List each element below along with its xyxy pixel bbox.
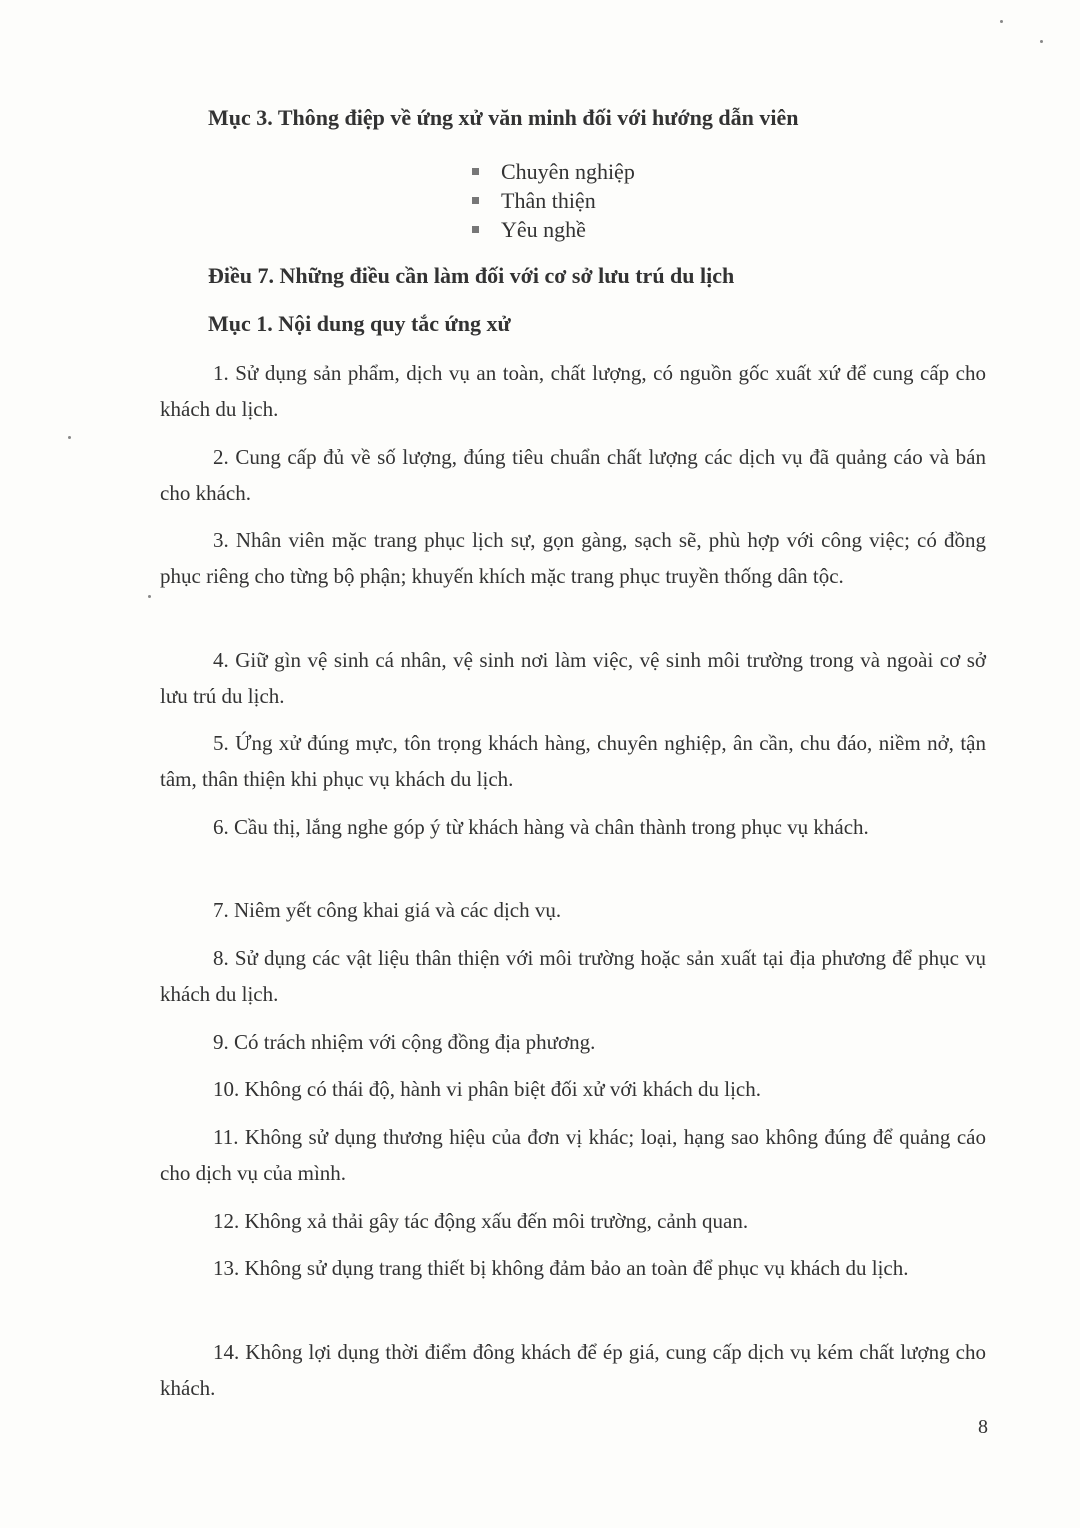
item-1: 1. Sử dụng sản phẩm, dịch vụ an toàn, chất lượng, có nguồn gốc xuất xứ để cung cấp cho khách du lịch. — [160, 361, 986, 421]
bullet-icon — [472, 168, 479, 175]
section3-bullet-list — [470, 157, 635, 244]
item-14: 14. Không lợi dụng thời điểm đông khách để ép giá, cung cấp dịch vụ kém chất lượng cho khách. — [160, 1340, 986, 1400]
item-2: 2. Cung cấp đủ về số lượng, đúng tiêu chuẩn chất lượng các dịch vụ đã quảng cáo và bán cho khách. — [160, 445, 986, 505]
item-12: 12. Không xả thải gây tác động xấu đến môi trường, cảnh quan. — [213, 1209, 749, 1233]
page-number: 8 — [978, 1416, 988, 1438]
list-item: Chuyên nghiệp — [470, 157, 635, 186]
item-5: 5. Ứng xử đúng mực, tôn trọng khách hàng, chuyên nghiệp, ân cần, chu đáo, niềm nở, tận tâm, thân thiện khi phục vụ khách du lịch. — [160, 731, 986, 791]
item-13: 13. Không sử dụng trang thiết bị không đảm bảo an toàn để phục vụ khách du lịch. — [213, 1256, 909, 1280]
scan-speck — [1040, 40, 1043, 43]
bullet-icon — [472, 197, 479, 204]
item-10: 10. Không có thái độ, hành vi phân biệt đối xử với khách du lịch. — [213, 1077, 761, 1101]
item-6: 6. Cầu thị, lắng nghe góp ý từ khách hàng và chân thành trong phục vụ khách. — [213, 815, 869, 839]
item-9: 9. Có trách nhiệm với cộng đồng địa phương. — [213, 1030, 596, 1054]
list-item: Thân thiện — [470, 186, 635, 215]
scan-speck — [148, 595, 151, 598]
scan-speck — [68, 436, 71, 439]
list-item: Yêu nghề — [470, 215, 635, 244]
bullet-icon — [472, 226, 479, 233]
item-4: 4. Giữ gìn vệ sinh cá nhân, vệ sinh nơi làm việc, vệ sinh môi trường trong và ngoài cơ sở lưu trú du lịch. — [160, 648, 986, 708]
item-11: 11. Không sử dụng thương hiệu của đơn vị khác; loại, hạng sao không đúng để quảng cáo cho dịch vụ của mình. — [160, 1125, 986, 1185]
scan-speck — [1000, 20, 1003, 23]
item-8: 8. Sử dụng các vật liệu thân thiện với môi trường hoặc sản xuất tại địa phương để phục vụ khách du lịch. — [160, 946, 986, 1006]
item-7: 7. Niêm yết công khai giá và các dịch vụ. — [213, 898, 562, 922]
section3-heading: Mục 3. Thông điệp về ứng xử văn minh đối với hướng dẫn viên — [208, 105, 799, 130]
section1-heading: Mục 1. Nội dung quy tắc ứng xử — [208, 311, 511, 336]
item-3: 3. Nhân viên mặc trang phục lịch sự, gọn gàng, sạch sẽ, phù hợp với công việc; có đồng phục riêng cho từng bộ phận; khuyến khích mặc trang phục truyền thống dân tộc. — [160, 528, 986, 588]
article7-heading: Điều 7. Những điều cần làm đối với cơ sở lưu trú du lịch — [208, 263, 735, 288]
